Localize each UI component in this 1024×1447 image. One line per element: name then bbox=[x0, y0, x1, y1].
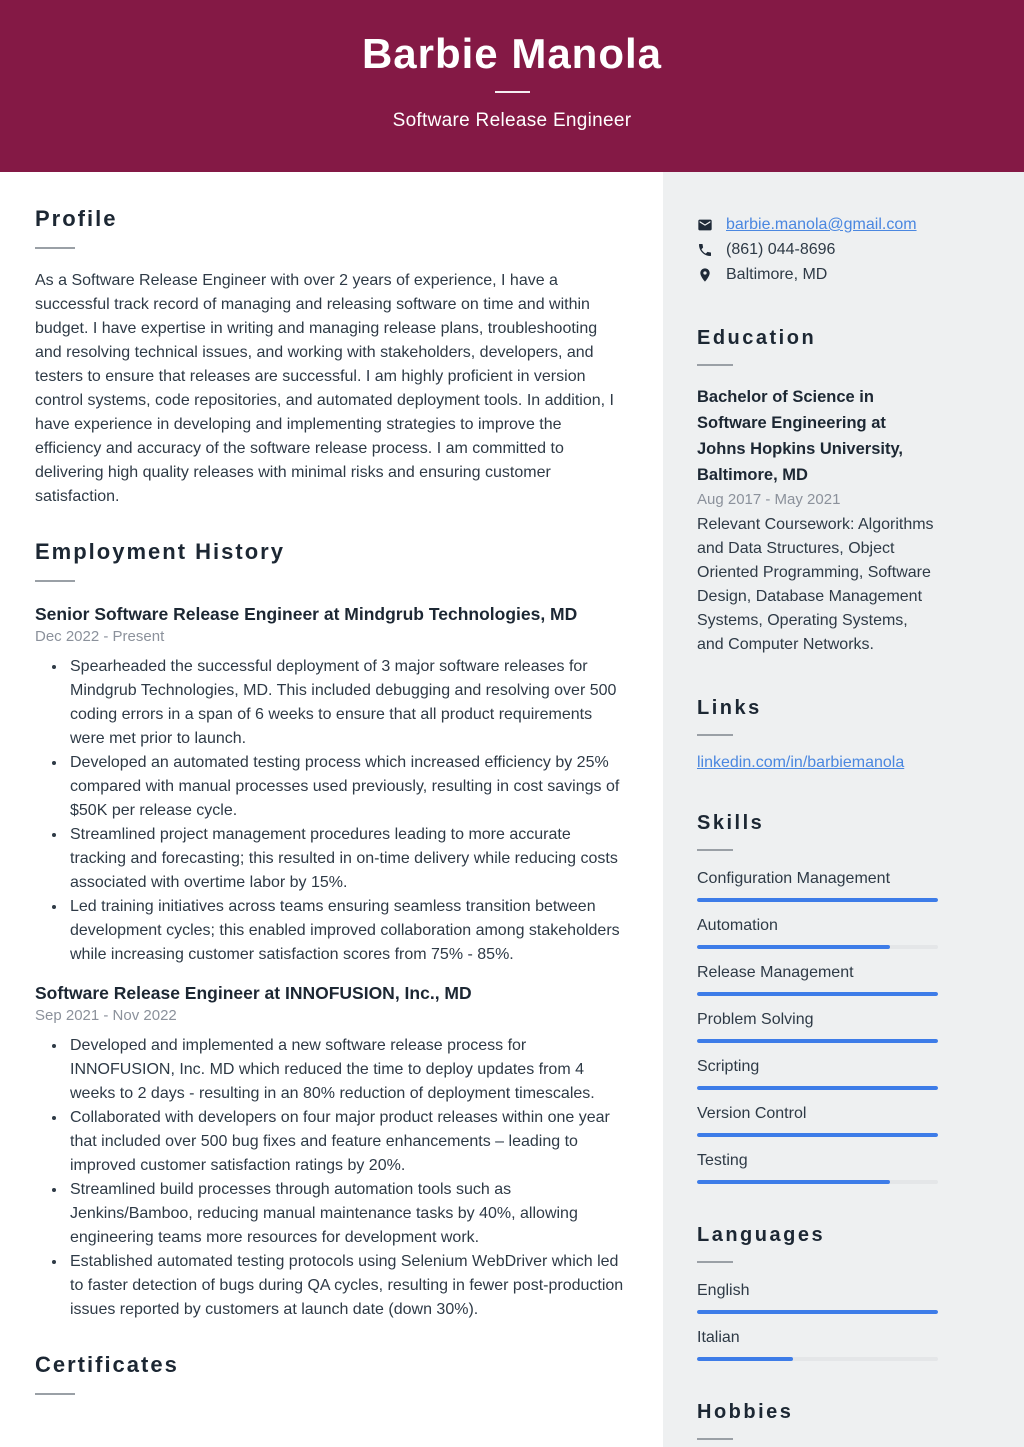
skill-item bbox=[697, 1057, 938, 1090]
skill-item bbox=[697, 1104, 938, 1137]
profile-heading: Profile bbox=[35, 206, 118, 231]
job-bullet: • Spearheaded the successful deployment of 3 major software releases for Mindgrub Technologies, MD. This included debugging and resolving over 500 coding errors in a span of 6 weeks to ensure that all product requirements were met prior to launch. bbox=[67, 655, 627, 751]
job-entry bbox=[35, 981, 627, 1322]
job-title: Senior Software Release Engineer at Mindgrub Technologies, MD bbox=[35, 604, 578, 624]
job-bullet: • Streamlined build processes through automation tools such as Jenkins/Bamboo, reducing manual maintenance tasks by 40%, allowing engineering teams more resources for development work. bbox=[67, 1178, 627, 1250]
candidate-name: Barbie Manola bbox=[361, 30, 663, 77]
main-column bbox=[0, 172, 663, 1447]
language-bar-fill bbox=[697, 1357, 793, 1361]
skill-bar-fill bbox=[697, 1086, 938, 1090]
contact-block bbox=[697, 212, 938, 287]
section-skills bbox=[697, 812, 938, 1184]
skill-label: Scripting bbox=[697, 1058, 760, 1075]
section-links bbox=[697, 697, 938, 772]
section-education bbox=[697, 327, 938, 657]
job-title: Software Release Engineer at INNOFUSION, Inc., MD bbox=[35, 983, 472, 1003]
heading-underline bbox=[697, 1261, 733, 1263]
skill-bar-track bbox=[697, 1039, 938, 1043]
section-certificates bbox=[35, 1352, 627, 1395]
heading-underline bbox=[697, 734, 733, 736]
job-bullet: • Streamlined project management procedures leading to more accurate tracking and forecasting; this resulted in on-time delivery while reducing costs associated with overtime labor by 15%. bbox=[67, 823, 627, 895]
skill-item bbox=[697, 916, 938, 949]
job-bullet-list bbox=[35, 655, 627, 967]
skill-bar-fill bbox=[697, 1039, 938, 1043]
skill-bar-track bbox=[697, 898, 938, 902]
section-employment-history bbox=[35, 539, 627, 1322]
linkedin-link[interactable]: linkedin.com/in/barbiemanola bbox=[697, 754, 905, 771]
skill-bar-fill bbox=[697, 992, 938, 996]
location-pin-icon bbox=[697, 267, 713, 283]
email-link[interactable]: barbie.manola@gmail.com bbox=[726, 216, 917, 233]
job-entry bbox=[35, 602, 627, 967]
sidebar bbox=[663, 172, 1024, 1447]
job-bullet: • Collaborated with developers on four major product releases within one year that included over 500 bug fixes and feature enhancements – leading to improved customer satisfaction ratings by 20%. bbox=[67, 1106, 627, 1178]
skill-bar-track bbox=[697, 992, 938, 996]
heading-underline bbox=[697, 364, 733, 366]
heading-underline bbox=[35, 1393, 75, 1395]
skill-label: Testing bbox=[697, 1152, 748, 1169]
skill-label: Release Management bbox=[697, 964, 854, 981]
section-languages bbox=[697, 1224, 938, 1361]
job-bullet: • Established automated testing protocols using Selenium WebDriver which led to faster detection of bugs during QA cycles, resulting in fewer post-production issues reported by customers at launch date (down 30%). bbox=[67, 1250, 627, 1322]
job-bullet: • Developed an automated testing process which increased efficiency by 25% compared with manual processes used previously, resulting in cost savings of $50K per release cycle. bbox=[67, 751, 627, 823]
language-item bbox=[697, 1328, 938, 1361]
skill-item bbox=[697, 869, 938, 902]
profile-text: As a Software Release Engineer with over 2 years of experience, I have a successful track record of managing and releasing software on time and within budget. I have expertise in writing and managing release plans, troubleshooting and resolving technical issues, and working with stakeholders, developers, and testers to ensure that releases are successful. I am highly proficient in version control systems, code repositories, and automated deployment tools. In addition, I have experience in developing and implementing strategies to improve the efficiency and accuracy of the software release process. I am committed to delivering high quality releases with minimal risks and ensuring customer satisfaction. bbox=[35, 272, 614, 505]
skill-item bbox=[697, 963, 938, 996]
job-bullet: • Developed and implemented a new software release process for INNOFUSION, Inc. MD which reduced the time to deploy updates from 4 weeks to 2 days - resulting in an 80% reduction of deployment timescales. bbox=[67, 1034, 627, 1106]
skill-bar-fill bbox=[697, 898, 938, 902]
education-dates: Aug 2017 - May 2021 bbox=[697, 491, 841, 508]
job-bullet-list bbox=[35, 1034, 627, 1322]
header-divider bbox=[495, 91, 530, 93]
envelope-icon bbox=[697, 217, 713, 233]
language-bar-track bbox=[697, 1310, 938, 1314]
skill-label: Automation bbox=[697, 917, 778, 934]
language-item bbox=[697, 1281, 938, 1314]
skill-bar-track bbox=[697, 1133, 938, 1137]
education-heading: Education bbox=[697, 327, 817, 349]
employment-heading: Employment History bbox=[35, 539, 285, 564]
certificates-heading: Certificates bbox=[35, 1352, 179, 1377]
skill-bar-fill bbox=[697, 1133, 938, 1137]
language-bar-fill bbox=[697, 1310, 938, 1314]
heading-underline bbox=[35, 247, 75, 249]
skills-heading: Skills bbox=[697, 812, 765, 834]
education-degree: Bachelor of Science in Software Engineering at Johns Hopkins University, Baltimore, MD bbox=[697, 388, 903, 484]
hobbies-heading: Hobbies bbox=[697, 1401, 794, 1423]
skill-bar-fill bbox=[697, 1180, 890, 1184]
phone-number: (861) 044-8696 bbox=[726, 241, 836, 258]
section-hobbies bbox=[697, 1401, 938, 1440]
skill-label: Problem Solving bbox=[697, 1011, 814, 1028]
language-bar-track bbox=[697, 1357, 938, 1361]
skill-bar-track bbox=[697, 945, 938, 949]
job-dates: Sep 2021 - Nov 2022 bbox=[35, 1007, 177, 1024]
heading-underline bbox=[697, 849, 733, 851]
skill-item bbox=[697, 1151, 938, 1184]
contact-location-row bbox=[697, 262, 938, 287]
candidate-job-title: Software Release Engineer bbox=[392, 110, 632, 132]
skill-label: Configuration Management bbox=[697, 870, 891, 887]
links-heading: Links bbox=[697, 697, 762, 719]
section-profile bbox=[35, 206, 627, 509]
job-bullet: • Led training initiatives across teams ensuring seamless transition between development cycles; this enabled improved collaboration among stakeholders while increasing customer satisfaction scores from 75% - 85%. bbox=[67, 895, 627, 967]
heading-underline bbox=[35, 580, 75, 582]
contact-email-row bbox=[697, 212, 938, 237]
skill-bar-fill bbox=[697, 945, 890, 949]
location-text: Baltimore, MD bbox=[726, 266, 828, 283]
language-label: English bbox=[697, 1282, 750, 1299]
skill-item bbox=[697, 1010, 938, 1043]
skill-bar-track bbox=[697, 1180, 938, 1184]
education-description: Relevant Coursework: Algorithms and Data Structures, Object Oriented Programming, Software Design, Database Management Systems, Operating Systems, and Computer Networks. bbox=[697, 516, 934, 653]
phone-icon bbox=[697, 242, 713, 258]
languages-heading: Languages bbox=[697, 1224, 826, 1246]
resume-header bbox=[0, 0, 1024, 172]
job-dates: Dec 2022 - Present bbox=[35, 628, 165, 645]
language-label: Italian bbox=[697, 1329, 740, 1346]
contact-phone-row bbox=[697, 237, 938, 262]
skill-label: Version Control bbox=[697, 1105, 807, 1122]
heading-underline bbox=[697, 1438, 733, 1440]
skill-bar-track bbox=[697, 1086, 938, 1090]
